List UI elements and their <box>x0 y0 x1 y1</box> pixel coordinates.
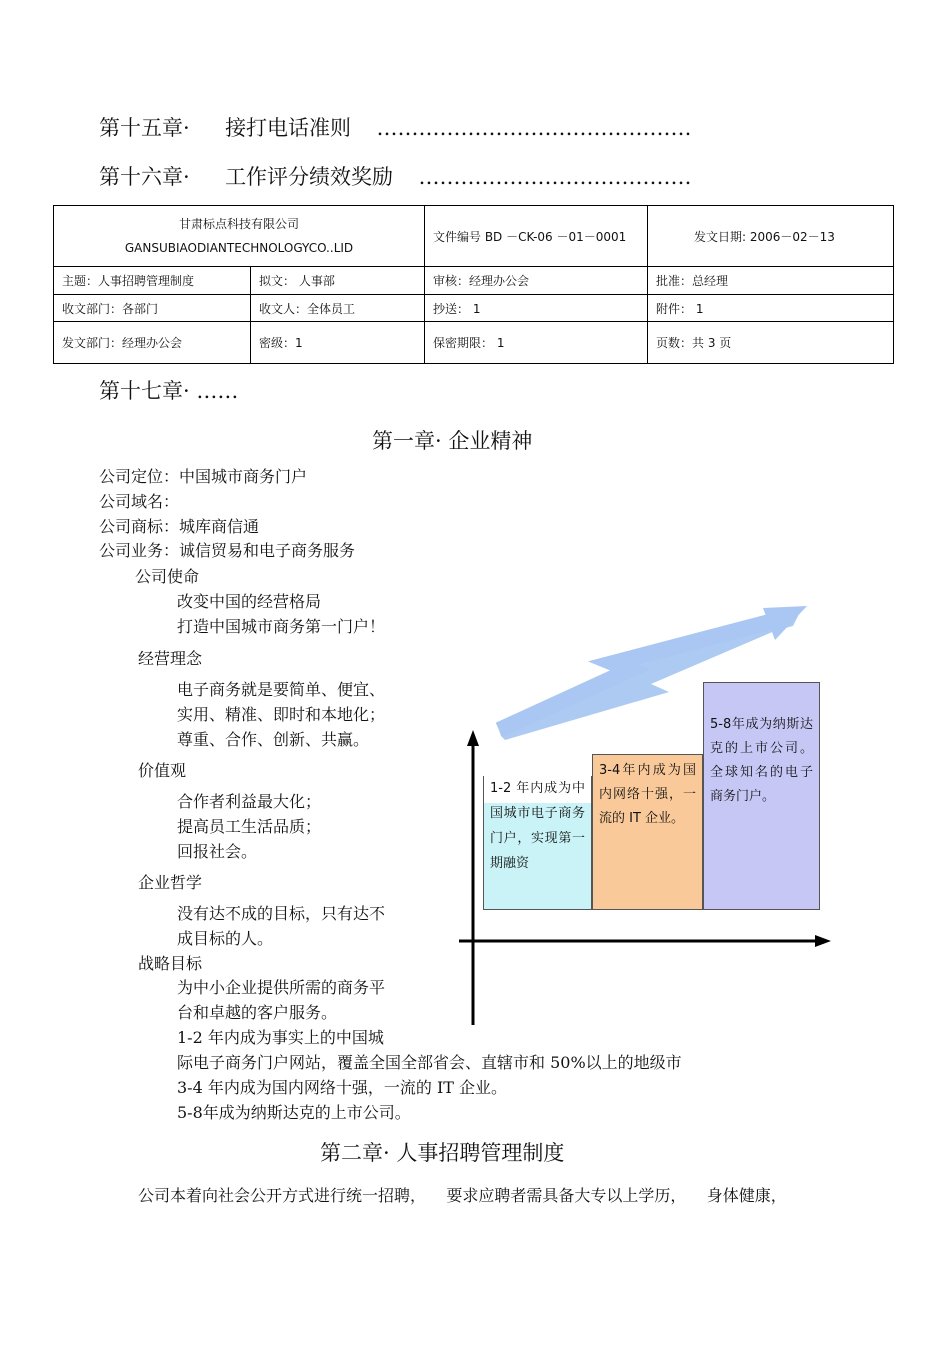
toc-chapter: 第十六章· <box>99 165 190 189</box>
philosophy-item: 没有达不成的目标，只有达不 <box>177 904 386 923</box>
company-domain: 公司域名： <box>99 492 180 511</box>
section-title-values: 价值观 <box>138 761 187 780</box>
toc-chapter: 第十七章· <box>99 379 190 403</box>
strategy-item: 为中小企业提供所需的商务平 <box>177 978 386 997</box>
x-axis-arrowhead <box>815 935 831 947</box>
toc-dots: ………………………………… <box>418 165 692 189</box>
values-item: 回报社会。 <box>177 842 258 861</box>
values-item: 提高员工生活品质； <box>177 817 322 836</box>
section-title-operation: 经营理念 <box>138 649 203 668</box>
chapter1-heading: 第一章· 企业精神 <box>372 429 533 453</box>
strategy-item: 台和卓越的客户服务。 <box>177 1003 338 1022</box>
strategy-item: 3-4 年内成为国内网络十强，一流的 IT 企业。 <box>177 1078 508 1097</box>
cc-cell: 抄送： 1 <box>425 295 648 322</box>
growth-arrow-head <box>763 606 807 640</box>
company-trademark: 公司商标：城库商信通 <box>99 517 260 536</box>
stage-box-3 <box>703 682 820 910</box>
approver-cell: 批准：总经理 <box>648 267 894 295</box>
section-title-philosophy: 企业哲学 <box>138 873 203 892</box>
strategy-item: 1-2 年内成为事实上的中国城 <box>177 1028 384 1047</box>
y-axis-arrowhead <box>467 730 479 746</box>
chapter2-paragraph: 公司本着向社会公开方式进行统一招聘， 要求应聘者需具备大专以上学历， 身体健康， <box>138 1186 787 1205</box>
attachment-cell: 附件： 1 <box>648 295 894 322</box>
stage-box-1-text: 1-2 年内成为中国城市电子商务门户，实现第一期融资 <box>490 781 585 871</box>
security-level-cell: 密级：1 <box>251 322 425 364</box>
company-business: 公司业务：诚信贸易和电子商务服务 <box>99 541 356 560</box>
mission-item: 打造中国城市商务第一门户！ <box>177 617 386 636</box>
mission-item: 改变中国的经营格局 <box>177 592 322 611</box>
section-title-mission: 公司使命 <box>135 567 200 586</box>
stage-box-2 <box>592 754 703 910</box>
drafter-cell: 拟文： 人事部 <box>251 267 425 295</box>
company-name-cn: 甘肃标点科技有限公司 <box>178 217 299 231</box>
philosophy-item: 成目标的人。 <box>177 929 274 948</box>
operation-item: 尊重、合作、创新、共赢。 <box>177 730 370 749</box>
strategy-item: 5-8年成为纳斯达克的上市公司。 <box>177 1103 411 1122</box>
company-cell <box>54 206 425 267</box>
strategy-item: 际电子商务门户网站，覆盖全国全部省会、直辖市和 50%以上的地级市 <box>177 1053 682 1072</box>
toc-item-15 <box>99 112 691 142</box>
recipient-cell: 收文人：全体员工 <box>251 295 425 322</box>
document-header-table <box>53 205 894 364</box>
company-name-en: GANSUBIAODIANTECHNOLOGYCO..LID <box>124 241 354 255</box>
page-count-cell: 页数：共 3 页 <box>648 322 894 364</box>
doc-number: 文件编号 BD －CK-06 －01－0001 <box>425 206 648 267</box>
toc-title: 接打电话准则 <box>225 116 352 140</box>
toc-dots: ……………………………………… <box>376 116 692 140</box>
stage-box-1 <box>483 776 592 910</box>
toc-title: …… <box>196 379 239 403</box>
operation-item: 实用、精准、即时和本地化； <box>177 705 386 724</box>
stage-box-3-text: 5-8年成为纳斯达克的上市公司。全球知名的电子商务门户。 <box>710 717 813 804</box>
issue-date: 发文日期: 2006－02－13 <box>648 206 894 267</box>
values-item: 合作者利益最大化； <box>177 792 322 811</box>
subject-cell: 主题：人事招聘管理制度 <box>54 267 251 295</box>
reviewer-cell: 审核：经理办公会 <box>425 267 648 295</box>
toc-chapter: 第十五章· <box>99 116 190 140</box>
confidentiality-cell: 保密期限： 1 <box>425 322 648 364</box>
section-title-strategy: 战略目标 <box>138 954 203 973</box>
company-position: 公司定位：中国城市商务门户 <box>99 467 308 486</box>
receiving-dept-cell: 收文部门：各部门 <box>54 295 251 322</box>
toc-title: 工作评分绩效奖励 <box>225 165 394 189</box>
chapter2-heading: 第二章· 人事招聘管理制度 <box>320 1141 565 1165</box>
toc-item-17 <box>99 375 238 405</box>
stage-box-2-text: 3-4年内成为国内网络十强，一流的 IT 企业。 <box>599 763 696 826</box>
operation-item: 电子商务就是要简单、便宜、 <box>177 680 386 699</box>
issuing-dept-cell: 发文部门：经理办公会 <box>54 322 251 364</box>
toc-item-16 <box>99 161 691 191</box>
